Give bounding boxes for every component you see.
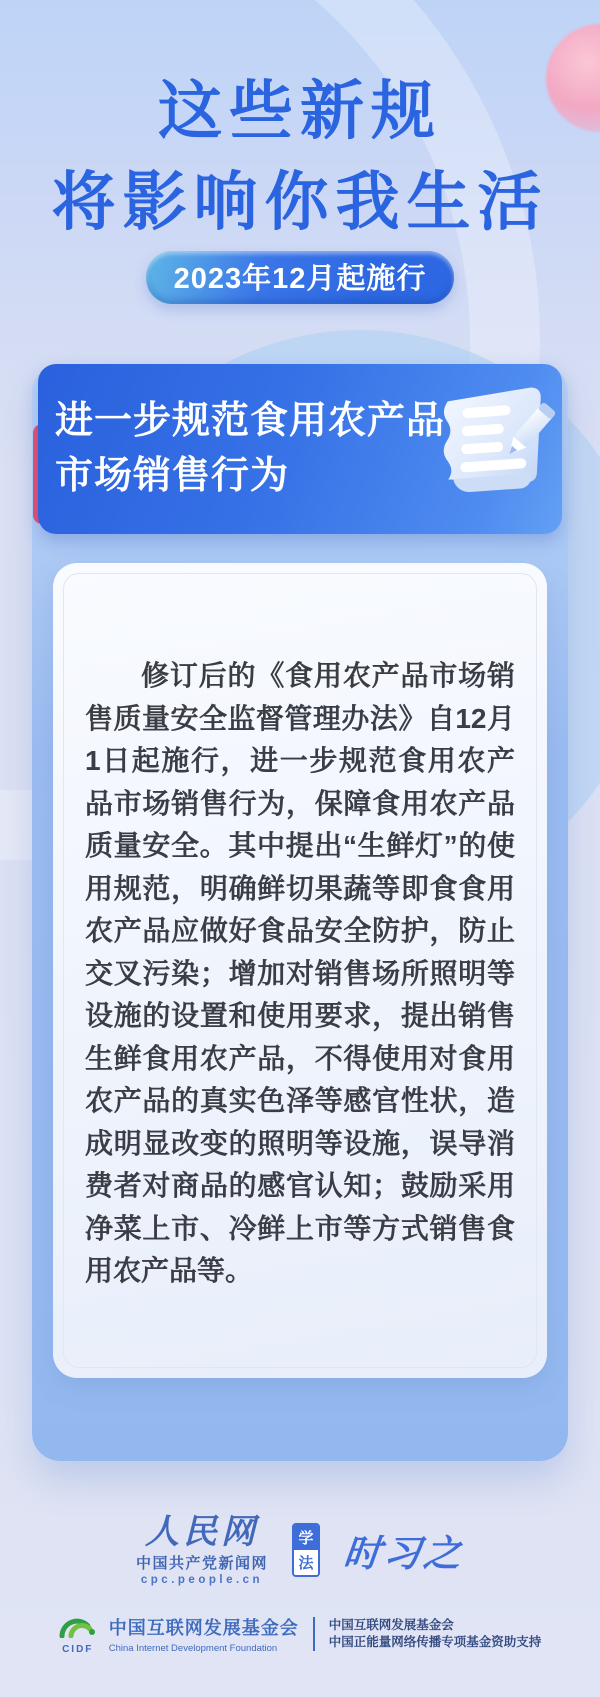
xuefa-badge-bottom: 法 (294, 1550, 318, 1575)
regulation-body-card (53, 563, 547, 1378)
page-title-line2: 将影响你我生活 (51, 166, 549, 238)
footer-logos-row (0, 1514, 600, 1586)
footer-credit-row (0, 1612, 600, 1655)
xuefa-badge-top: 学 (294, 1525, 318, 1550)
document-pencil-icon (425, 384, 570, 509)
shixizhi-logo-text: 时习之 (341, 1533, 466, 1574)
page-title-line1: 这些新规 (158, 75, 442, 147)
cidf-logo-block (59, 1612, 97, 1655)
cidf-abbr: CIDF (62, 1644, 94, 1655)
cidf-name-en: China Internet Development Foundation (108, 1642, 278, 1654)
footer-divider (313, 1617, 315, 1651)
support-credit-line2: 中国正能量网络传播专项基金资助支持 (328, 1634, 542, 1649)
regulation-heading-line1: 进一步规范食用农产品 (55, 400, 446, 442)
xuefa-badge (292, 1523, 320, 1577)
regulation-heading-line2: 市场销售行为 (55, 455, 290, 497)
effective-date-badge: 2023年12月起施行 (146, 251, 455, 304)
support-credit-line1: 中国互联网发展基金会 (328, 1617, 454, 1632)
regulation-card-header (38, 364, 562, 534)
cpc-news-domain: cpc.people.cn (140, 1574, 264, 1586)
cidf-name-cn: 中国互联网发展基金会 (108, 1617, 299, 1638)
cidf-names (109, 1614, 299, 1654)
regulation-body-text: 修订后的《食用农产品市场销售质量安全监督管理办法》自12月1日起施行，进一步规范食用农产品市场销售行为，保障食用农产品质量安全。其中提出“生鲜灯”的使用规范，明确鲜切果蔬等即食食用农产品应做好食品安全防护，防止交叉污染；增加对销售场所照明等设施的设置和使用要求，提出销售生鲜食用农产品，不得使用对食用农产品的真实色泽等感官性状，造成明显改变的照明等设施，误导消费者对商品的感官认知；鼓励采用净菜上市、冷鲜上市等方式销售食用农产品等。 (85, 660, 515, 1286)
peoples-daily-script-text: 人民网 (144, 1512, 259, 1552)
regulation-card (32, 364, 568, 1461)
cidf-logo-icon (59, 1612, 97, 1638)
support-credit (329, 1617, 542, 1651)
page-title (0, 0, 600, 248)
badge-wrap (0, 251, 600, 304)
peoples-daily-logo (136, 1514, 268, 1586)
cpc-news-site-name: 中国共产党新闻网 (135, 1555, 268, 1572)
